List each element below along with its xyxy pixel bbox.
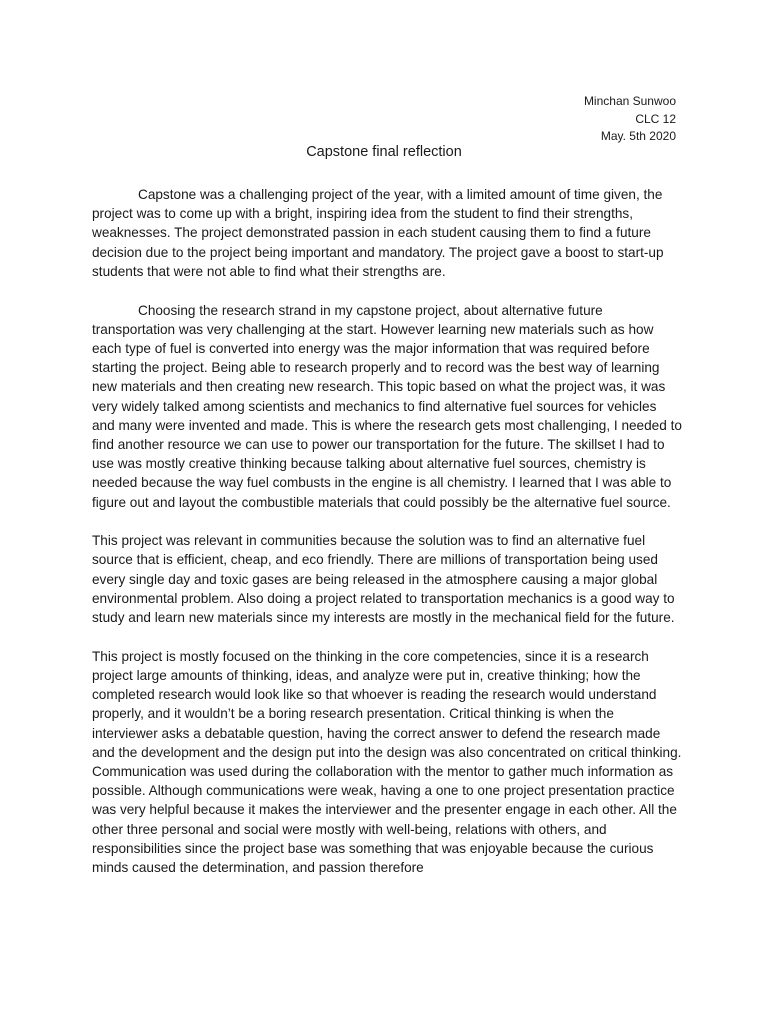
paragraph-core-competencies: This project is mostly focused on the thinking in the core competencies, since it is a research project large amounts of thinking, ideas, and analyze were put in, creative thinking; how the completed research would look like so that whoever is reading the research would understand properly, and it wouldn’t be a boring research presentation. Critical thinking is when the interviewer asks a debatable question, having the correct answer to defend the research made and the development and the design put into the design was also concentrated on critical thinking. Communication was used during the collaboration with the mentor to gather much information as possible. Although communications were weak, having a one to one project presentation practice was very helpful because it makes the interviewer and the presenter engage in each other. All the other three personal and social were mostly with well-being, relations with others, and responsibilities since the project base was something that was enjoyable because the curious minds caused the determination, and passion therefore	[92, 648, 682, 875]
document-title: Capstone final reflection	[306, 144, 462, 160]
paragraph-intro: Capstone was a challenging project of the year, with a limited amount of time given, the project was to come up with a bright, inspiring idea from the student to find their strengths, weaknesses. The project demonstrated passion in each student causing them to find a future decision due to the project being important and mandatory. The project gave a boost to start-up students that were not able to find what their strengths are.	[92, 187, 664, 279]
paragraph-research-strand: Choosing the research strand in my capstone project, about alternative future transportation was very challenging at the start. However learning new materials such as how each type of fuel is converted into energy was the major information that was required before starting the project. Being able to research properly and to record was the best way of learning new materials and then creating new research. This topic based on what the project was, it was very widely talked among scientists and mechanics to find alternative fuel sources for vehicles and many were invented and made. This is where the research gets most challenging, I needed to find another resource we can use to power our transportation for the future. The skillset I had to use was mostly creative thinking because talking about alternative fuel sources, chemistry is needed because the way fuel combusts in the engine is all chemistry. I learned that I was able to figure out and layout the combustible materials that could possibly be the alternative fuel source.	[92, 302, 682, 510]
author-name: Minchan Sunwoo	[583, 94, 676, 108]
document-date: May. 5th 2020	[600, 129, 676, 143]
header-block	[584, 93, 676, 146]
paragraph-community-relevance: This project was relevant in communities because the solution was to find an alternative fuel source that is efficient, cheap, and eco friendly. There are millions of transportation being used every single day and toxic gases are being released in the atmosphere causing a major global environmental problem. Also doing a project related to transportation mechanics is a good way to study and learn new materials since my interests are mostly in the mechanical field for the future.	[92, 533, 675, 626]
course-code: CLC 12	[635, 111, 676, 126]
document-body	[92, 185, 682, 897]
